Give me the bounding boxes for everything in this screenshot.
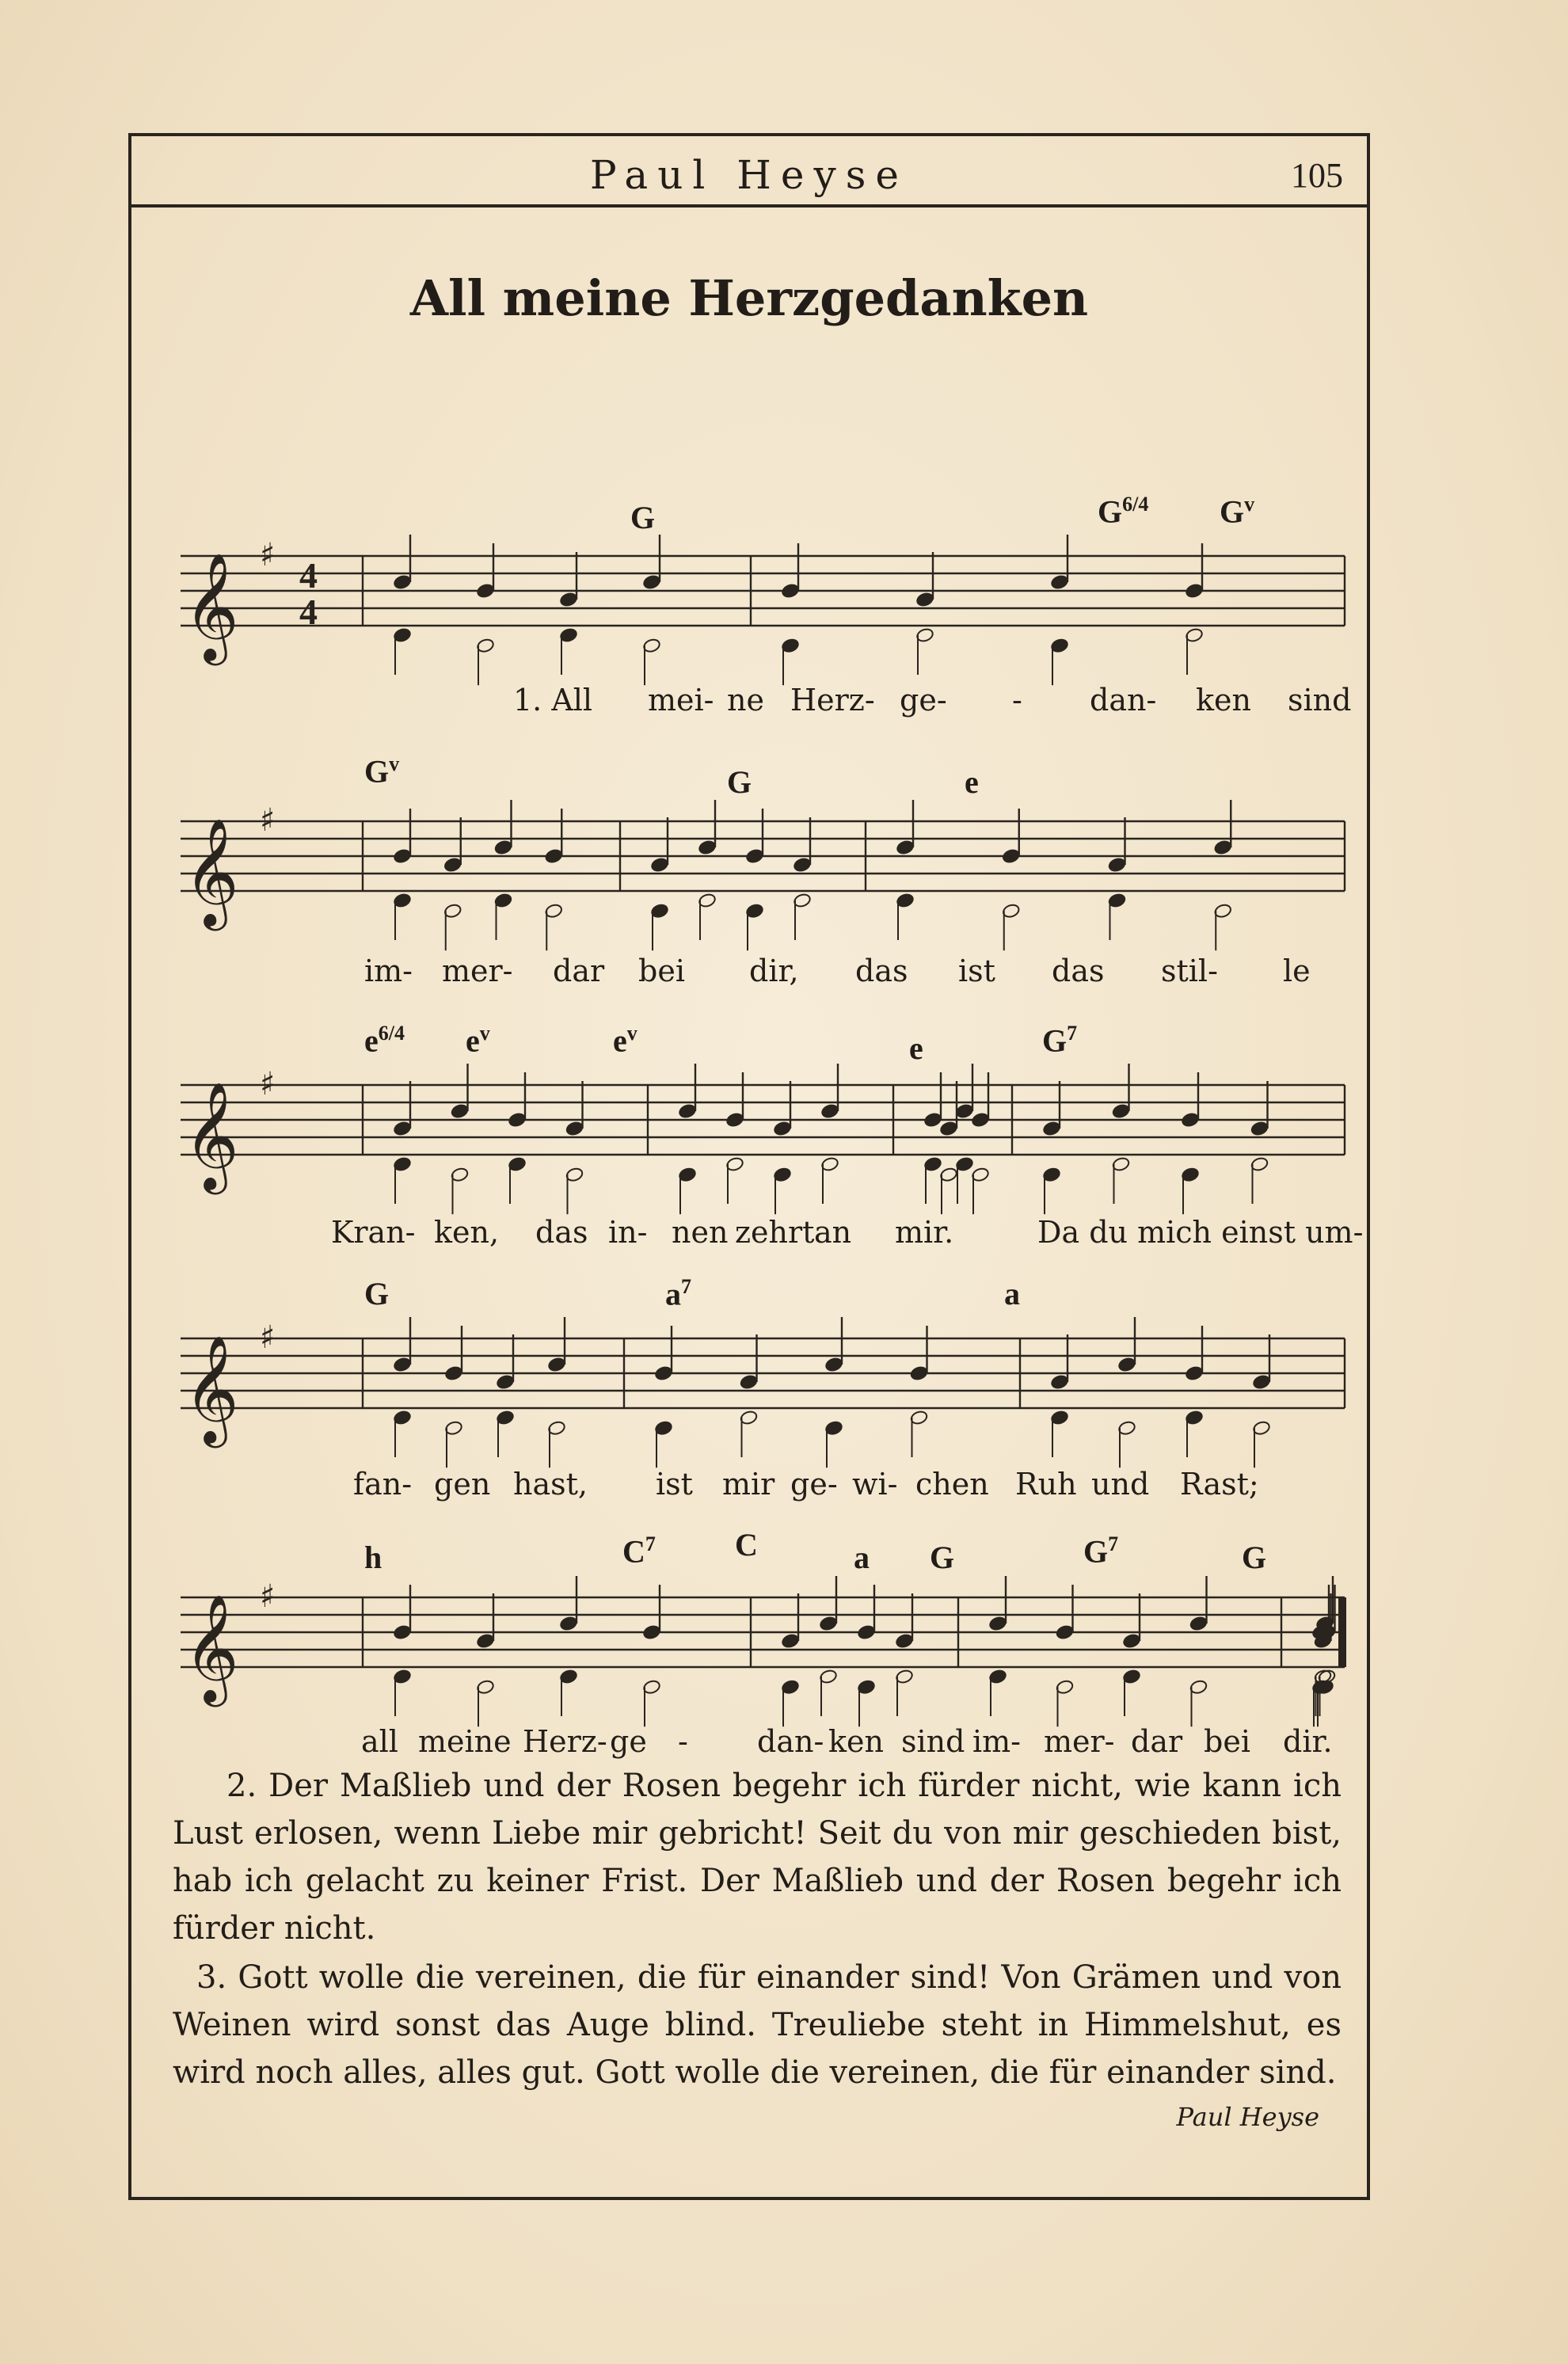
lyric-syllable: das xyxy=(1052,954,1105,988)
lyric-syllable: ken xyxy=(828,1724,884,1759)
lyric-syllable: all xyxy=(361,1724,398,1759)
music-system-2 xyxy=(181,627,1376,988)
lyric-syllable: Herz- xyxy=(790,683,875,718)
lyric-syllable: ist xyxy=(958,954,995,988)
lyric-syllable: dan- xyxy=(757,1724,824,1759)
lyric-syllable: ken xyxy=(1196,683,1251,718)
chord-label: G xyxy=(364,1276,390,1311)
lyric-syllable: - xyxy=(1012,683,1022,718)
lyric-syllable: das xyxy=(535,1215,588,1250)
chord-label: $G^v$ xyxy=(1220,493,1255,530)
treble-clef-icon: 𝄞 xyxy=(184,1593,239,1702)
music-system-1 xyxy=(181,366,1376,718)
lyric-syllable: 1. All xyxy=(513,683,593,718)
lyric-syllable: - xyxy=(678,1724,688,1759)
lyric-syllable: hast, xyxy=(513,1467,588,1502)
lyric-syllable: dir, xyxy=(749,954,799,988)
lyric-syllable: bei xyxy=(638,954,685,988)
page-number: 105 xyxy=(1291,156,1343,195)
song-title: All meine Herzgedanken xyxy=(409,269,1089,327)
lyric-syllable: an xyxy=(814,1215,852,1250)
lyric-syllable: dar xyxy=(553,954,605,988)
lyric-syllable: mir xyxy=(722,1467,775,1502)
chord-label: G xyxy=(727,764,752,800)
lyric-syllable: dar xyxy=(1131,1724,1183,1759)
lyric-syllable: im- xyxy=(972,1724,1022,1759)
lyric-syllable: wi- xyxy=(852,1467,898,1502)
lyric-syllable: dir. xyxy=(1283,1724,1333,1759)
sharp-icon: ♯ xyxy=(260,1066,276,1102)
treble-clef-icon: 𝄞 xyxy=(184,817,239,926)
verse-2: 2. Der Maßlieb und der Rosen begehr ich fürder nicht, wie kann ich Lust erlosen, wenn Liebe mir gebricht! Seit du von mir geschieden bist, hab ich gelacht zu keiner Frist. Der Maßlieb und der Rosen begehr ich fürder nicht. xyxy=(173,1768,1342,1947)
treble-clef-icon: 𝄞 xyxy=(184,1080,239,1190)
chord-label: G xyxy=(930,1540,955,1575)
treble-clef-icon: 𝄞 xyxy=(184,1334,239,1443)
sharp-icon: ♯ xyxy=(260,1578,276,1615)
lyric-syllable: Kran- xyxy=(331,1215,416,1250)
chord-label: e xyxy=(965,764,979,800)
time-signature-top: 4 xyxy=(299,555,318,596)
chord-label: $G^7$ xyxy=(1083,1532,1119,1570)
sharp-icon: ♯ xyxy=(260,802,276,839)
lyric-syllable: bei xyxy=(1204,1724,1250,1759)
lyric-syllable: le xyxy=(1283,954,1311,988)
lyric-syllable: Herz- xyxy=(523,1724,607,1759)
lyric-syllable: im- xyxy=(364,954,413,988)
chord-label: $G^v$ xyxy=(364,752,400,790)
time-signature-bottom: 4 xyxy=(299,592,318,632)
lyric-syllable: sind xyxy=(901,1724,965,1759)
lyric-syllable: stil- xyxy=(1161,954,1218,988)
lyric-syllable: ist xyxy=(656,1467,693,1502)
lyric-syllable: meine xyxy=(418,1724,512,1759)
chord-label: e xyxy=(909,1030,923,1066)
final-bar-line xyxy=(1338,1597,1346,1667)
staff-system-5 xyxy=(181,1574,1376,1700)
page-header xyxy=(131,136,1367,207)
chord-label: $e^v$ xyxy=(613,1022,637,1059)
lyric-syllable: gen xyxy=(434,1467,491,1502)
chord-label: $G^{6/4}$ xyxy=(1098,493,1149,530)
music-system-3 xyxy=(181,889,1376,1250)
chord-label: C xyxy=(735,1527,758,1563)
lyric-syllable: Rast; xyxy=(1180,1467,1259,1502)
lyric-line-5 xyxy=(181,1724,1376,1764)
chord-label: $a^7$ xyxy=(665,1275,691,1312)
lyric-syllable: mei- xyxy=(648,683,714,718)
lyric-syllable: ge- xyxy=(900,683,947,718)
chord-label: $G^7$ xyxy=(1042,1022,1078,1059)
chord-label: h xyxy=(364,1540,382,1575)
chord-label: a xyxy=(854,1540,870,1575)
lyric-syllable: und xyxy=(1091,1467,1150,1502)
music-system-5 xyxy=(181,1391,1376,1759)
lyric-syllable: das xyxy=(855,954,908,988)
chord-label: $C^7$ xyxy=(622,1532,656,1570)
music-system-4 xyxy=(181,1140,1376,1502)
lyric-syllable: mir. xyxy=(895,1215,954,1250)
lyric-syllable: mer- xyxy=(1044,1724,1115,1759)
lyric-syllable: zehrt xyxy=(735,1215,815,1250)
sharp-icon: ♯ xyxy=(260,1319,276,1356)
lyric-syllable: nen xyxy=(672,1215,729,1250)
page-frame xyxy=(128,133,1370,2200)
chord-label: G xyxy=(630,500,656,535)
lyric-syllable: ge xyxy=(610,1724,647,1759)
chord-label: G xyxy=(1242,1540,1267,1575)
treble-clef-icon: 𝄞 xyxy=(184,551,239,660)
running-head-author: Paul Heyse xyxy=(590,152,908,198)
lyric-syllable: ge- xyxy=(790,1467,838,1502)
lyric-syllable: ne xyxy=(727,683,764,718)
verse-3: 3. Gott wolle die vereinen, die für einander sind! Von Grämen und von Weinen wird sonst das Auge blind. Treuliebe steht in Himmelshut, es wird noch alles, alles gut. Gott wolle die vereinen, die für einander sind. xyxy=(173,1959,1342,2091)
lyric-syllable: ken, xyxy=(434,1215,500,1250)
lyric-syllable: Da du mich einst um- xyxy=(1037,1215,1364,1250)
chord-label: a xyxy=(1004,1276,1020,1311)
lyric-syllable: sind xyxy=(1288,683,1352,718)
lyric-syllable: Ruh xyxy=(1015,1467,1077,1502)
signature: Paul Heyse xyxy=(1176,2102,1319,2132)
sharp-icon: ♯ xyxy=(260,537,276,573)
lyric-syllable: fan- xyxy=(353,1467,413,1502)
chord-label: $e^{6/4}$ xyxy=(364,1022,405,1059)
lyric-syllable: in- xyxy=(608,1215,648,1250)
lyric-syllable: chen xyxy=(915,1467,989,1502)
lyric-syllable: dan- xyxy=(1090,683,1157,718)
lyric-syllable: mer- xyxy=(442,954,513,988)
chord-label: $e^v$ xyxy=(466,1022,490,1059)
